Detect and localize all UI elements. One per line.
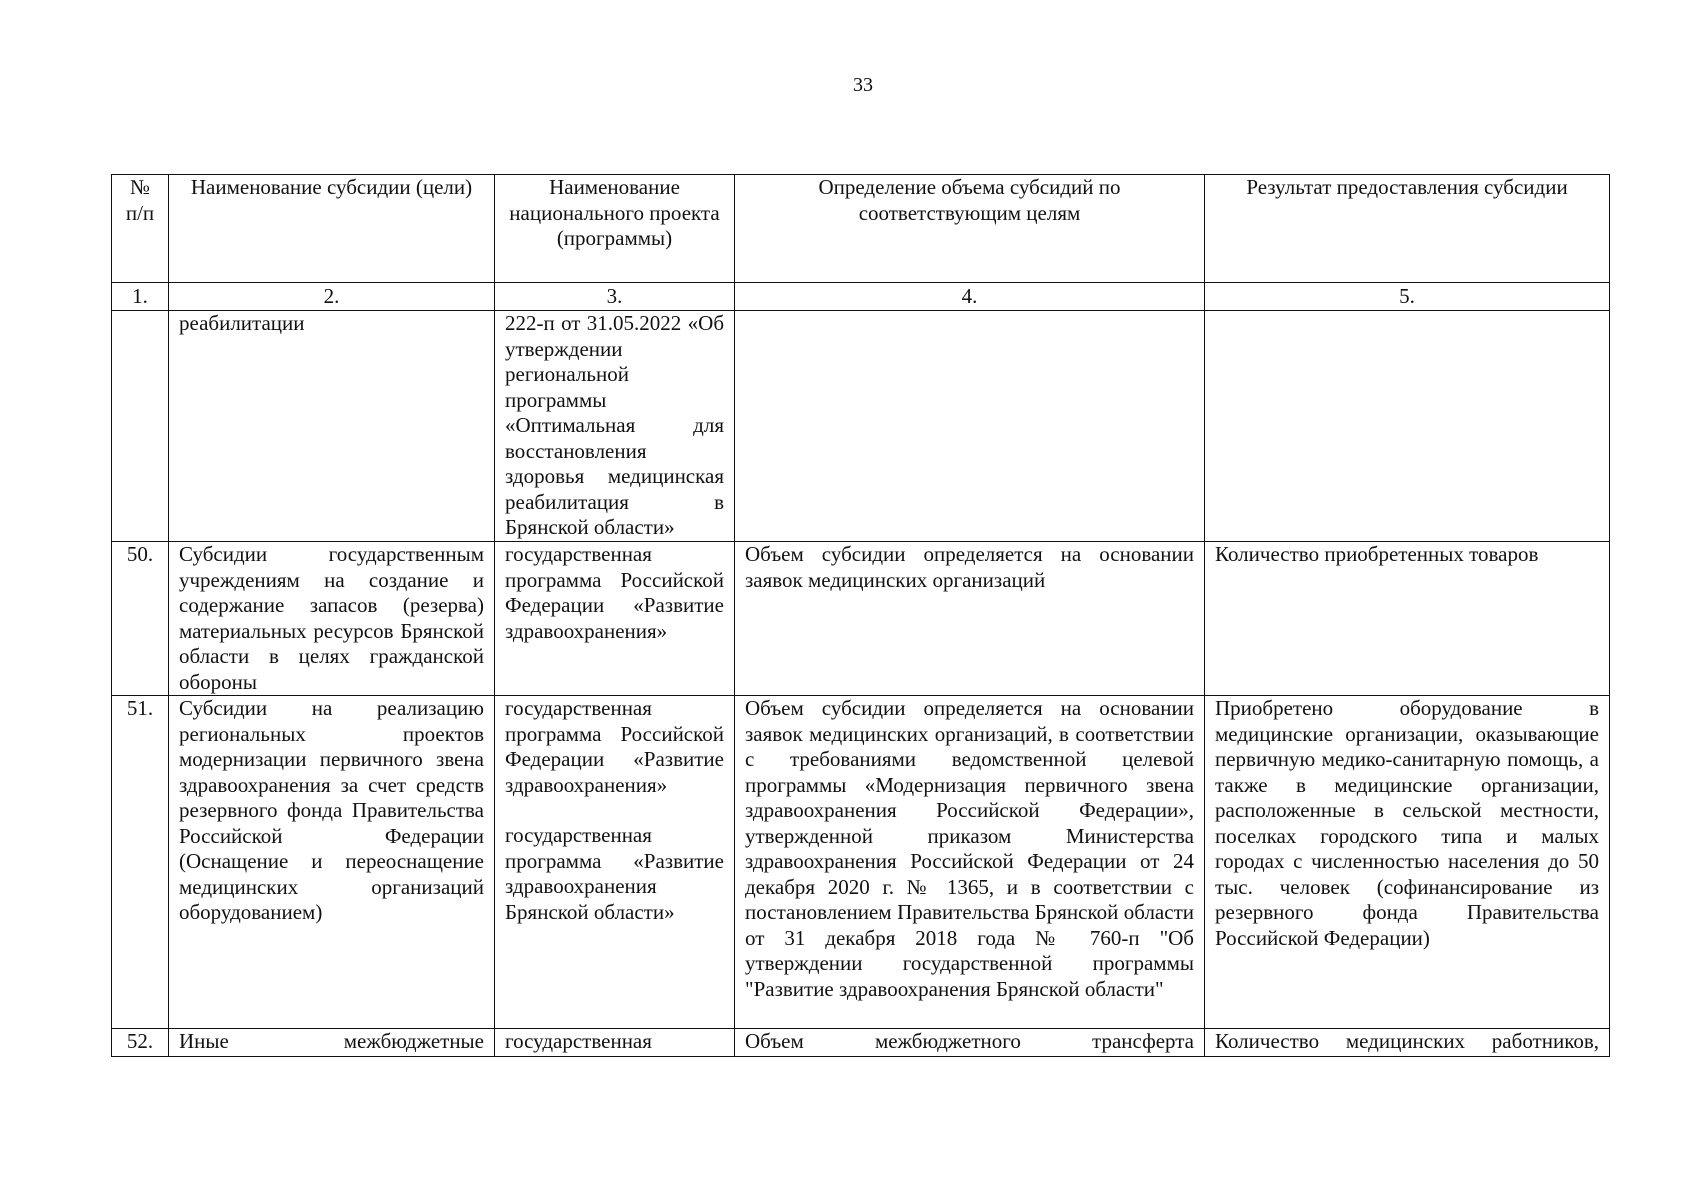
page-number: 33 [853,74,873,96]
header-subsidy-name: Наименование субсидии (цели) [169,175,495,283]
project-cell: государственная программа Российской Федерации «Развитие здравоохранения» [495,542,735,696]
volume-cell [735,311,1205,542]
row-number: 51. [112,696,169,1029]
project-cell [495,696,735,1029]
row-number: 52. [112,1029,169,1057]
column-number-2: 2. [169,283,495,311]
column-number-3: 3. [495,283,735,311]
subsidy-name-cell: Субсидии государственным учреждениям на создание и содержание запасов (резерва) материальных ресурсов Брянской области в целях гражданской обороны [169,542,495,696]
result-cell: Количество медицинских работников, [1205,1029,1610,1057]
column-number-1: 1. [112,283,169,311]
table-row [112,696,1610,1029]
header-result: Результат предоставления субсидии [1205,175,1610,283]
header-number: № п/п [112,175,169,283]
project-regional-program: государственная программа «Развитие здравоохранения Брянской области» [505,823,724,924]
result-cell: Количество приобретенных товаров [1205,542,1610,696]
volume-cell: Объем субсидии определяется на основании заявок медицинских организаций [735,542,1205,696]
result-cell [1205,311,1610,542]
subsidy-name-cell: реабилитации [169,311,495,542]
table-row [112,542,1610,696]
column-number-row [112,283,1610,311]
paragraph-gap [505,798,724,823]
project-cell: 222-п от 31.05.2022 «Об утверждении региональной программы «Оптимальная для восстановления здоровья медицинская реабилитация в Брянской области» [495,311,735,542]
project-federal-program: государственная программа Российской Федерации «Развитие здравоохранения» [505,696,724,797]
column-number-4: 4. [735,283,1205,311]
header-project-name: Наименование национального проекта (программы) [495,175,735,283]
table-header-row [112,175,1610,283]
subsidy-name-cell: Субсидии на реализацию региональных проектов модернизации первичного звена здравоохранения за счет средств резервного фонда Правительства Российской Федерации (Оснащение и переоснащение медицинских организаций оборудованием) [169,696,495,1029]
header-volume-definition: Определение объема субсидий по соответствующим целям [735,175,1205,283]
table-row [112,311,1610,542]
table-row [112,1029,1610,1057]
column-number-5: 5. [1205,283,1610,311]
project-cell: государственная [495,1029,735,1057]
subsidy-name-cell: Иные межбюджетные [169,1029,495,1057]
volume-cell: Объем межбюджетного трансферта [735,1029,1205,1057]
subsidy-table [111,174,1610,1057]
result-cell: Приобретено оборудование в медицинские организации, оказывающие первичную медико-санитарную помощь, а также в медицинские организации, расположенные в сельской местности, поселках городского типа и малых городах с численностью населения до 50 тыс. человек (софинансирование из резервного фонда Правительства Российской Федерации) [1205,696,1610,1029]
volume-cell: Объем субсидии определяется на основании заявок медицинских организаций, в соответствии с требованиями ведомственной целевой программы «Модернизация первичного звена здравоохранения Российской Федерации», утвержденной приказом Министерства здравоохранения Российской Федерации от 24 декабря 2020 г. № 1365, и в соответствии с постановлением Правительства Брянской области от 31 декабря 2018 года № 760-п "Об утверждении государственной программы "Развитие здравоохранения Брянской области" [735,696,1205,1029]
row-number: 50. [112,542,169,696]
row-number [112,311,169,542]
